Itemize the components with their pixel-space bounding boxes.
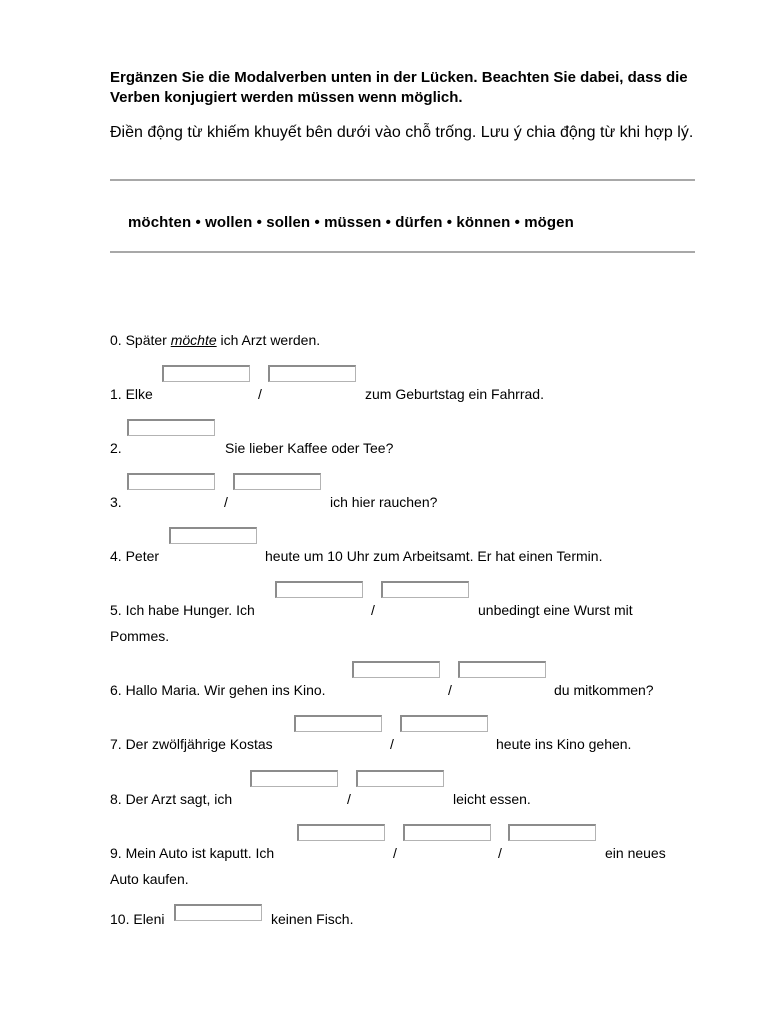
exercise-4-end: heute um 10 Uhr zum Arbeitsamt. Er hat einen Termin. [265, 548, 603, 564]
exercise-3-blank-2[interactable] [233, 473, 321, 490]
instruction-vietnamese: Điền động từ khiếm khuyết bên dưới vào chỗ trống. Lưu ý chia động từ khi hợp lý. [110, 124, 694, 141]
exercise-3-slash: / [224, 494, 228, 510]
exercise-3-blank-1[interactable] [127, 473, 215, 490]
exercise-7-blank-1[interactable] [294, 715, 382, 732]
exercise-4-start: 4. Peter [110, 548, 160, 564]
exercise-4-blank-1[interactable] [169, 527, 257, 544]
exercise-1-blank-1[interactable] [162, 365, 250, 382]
exercise-9-blank-1[interactable] [297, 824, 385, 841]
exercise-7-end: heute ins Kino gehen. [496, 736, 632, 752]
exercise-8-blank-1[interactable] [250, 770, 338, 787]
exercise-10-end: keinen Fisch. [271, 911, 354, 927]
exercise-3-end: ich hier rauchen? [330, 494, 438, 510]
exercise-8-start: 8. Der Arzt sagt, ich [110, 791, 233, 807]
exercise-1-end: zum Geburtstag ein Fahrrad. [365, 386, 544, 402]
exercise-7-slash: / [390, 736, 394, 752]
exercise-1-start: 1. Elke [110, 386, 153, 402]
exercise-9-slash-2: / [498, 845, 502, 861]
exercise-6-slash: / [448, 682, 452, 698]
exercise-6-start: 6. Hallo Maria. Wir gehen ins Kino. [110, 682, 326, 698]
exercise-10-blank-1[interactable] [174, 904, 262, 921]
word-bank: möchten • wollen • sollen • müssen • dürfen • können • mögen [128, 214, 574, 231]
exercise-9-end: ein neues [605, 845, 666, 861]
example-suffix: ich Arzt werden. [220, 332, 321, 348]
exercise-6-end: du mitkommen? [554, 682, 654, 698]
worksheet [110, 0, 695, 1024]
example-prefix: 0. Später [110, 332, 167, 348]
exercise-8-slash: / [347, 791, 351, 807]
exercise-9-continuation: Auto kaufen. [110, 871, 189, 887]
exercise-1-blank-2[interactable] [268, 365, 356, 382]
exercise-6-blank-2[interactable] [458, 661, 546, 678]
exercise-5-continuation: Pommes. [110, 628, 170, 644]
exercise-9-slash-1: / [393, 845, 397, 861]
instruction-german: Ergänzen Sie die Modalverben unten in der Lücken. Beachten Sie dabei, dass die Verben konjugiert werden müssen wenn möglich. [110, 69, 688, 106]
divider-top [110, 179, 695, 181]
exercise-2-end: Sie lieber Kaffee oder Tee? [225, 440, 394, 456]
exercise-2-start: 2. [110, 440, 122, 456]
exercise-5-blank-2[interactable] [381, 581, 469, 598]
example-answer: möchte [170, 332, 217, 348]
exercise-5-blank-1[interactable] [275, 581, 363, 598]
exercise-2-blank-1[interactable] [127, 419, 215, 436]
exercise-6-blank-1[interactable] [352, 661, 440, 678]
exercise-7-start: 7. Der zwölfjährige Kostas [110, 736, 273, 752]
exercise-7-blank-2[interactable] [400, 715, 488, 732]
exercise-10-start: 10. Eleni [110, 911, 165, 927]
exercise-9-start: 9. Mein Auto ist kaputt. Ich [110, 845, 275, 861]
exercise-1-slash: / [258, 386, 262, 402]
exercise-5-start: 5. Ich habe Hunger. Ich [110, 602, 255, 618]
divider-bottom [110, 251, 695, 253]
exercise-5-end: unbedingt eine Wurst mit [478, 602, 633, 618]
exercise-8-blank-2[interactable] [356, 770, 444, 787]
exercise-9-blank-2[interactable] [403, 824, 491, 841]
exercise-3-start: 3. [110, 494, 122, 510]
exercise-9-blank-3[interactable] [508, 824, 596, 841]
exercise-8-end: leicht essen. [453, 791, 531, 807]
exercise-5-slash: / [371, 602, 375, 618]
example-sentence [110, 327, 695, 353]
